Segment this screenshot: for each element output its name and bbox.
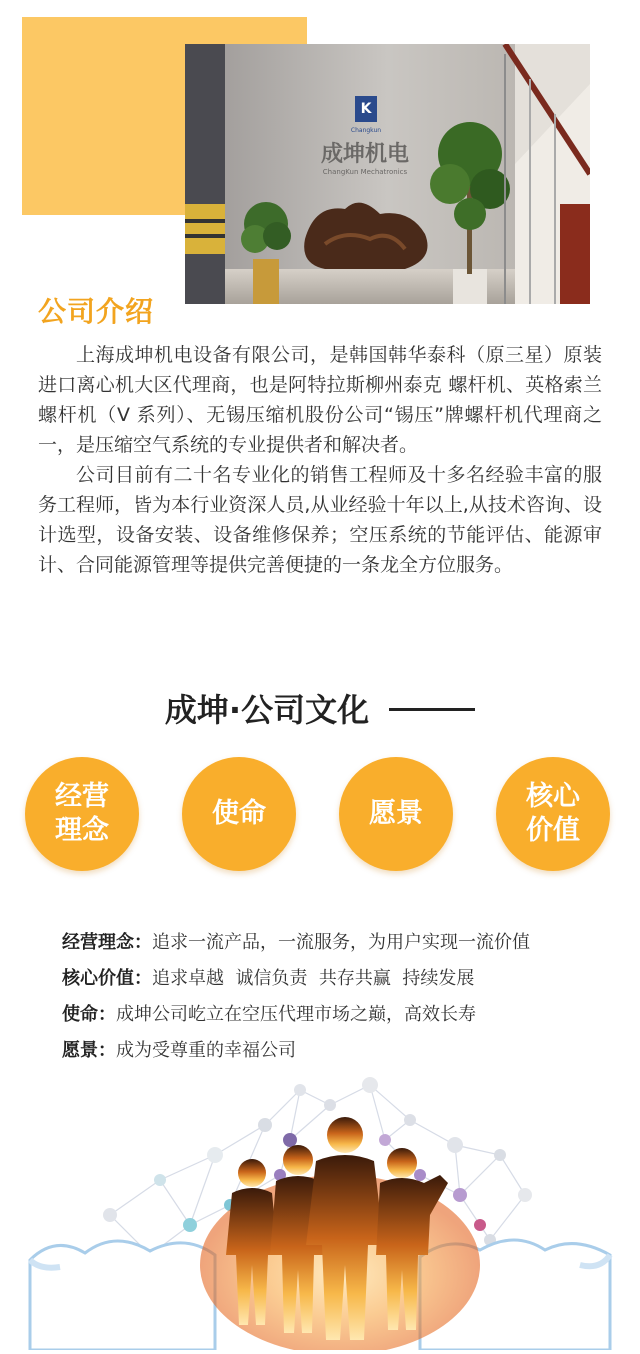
culture-circle-mission: 使命	[182, 757, 296, 871]
section-title-company-intro: 公司介绍	[38, 295, 155, 328]
business-team-illustration	[0, 1065, 640, 1350]
value-row: 核心价值：追求卓越 诚信负责 共存共赢 持续发展	[62, 968, 475, 989]
svg-text:ChangKun Mechatronics: ChangKun Mechatronics	[322, 168, 408, 176]
office-lobby-photo	[185, 44, 590, 304]
culture-circle-vision: 愿景	[339, 757, 453, 871]
svg-text:K: K	[360, 101, 372, 117]
company-intro-text	[38, 340, 602, 580]
culture-circle-core-values: 核心价值	[496, 757, 610, 871]
intro-paragraph: 公司目前有二十名专业化的销售工程师及十多名经验丰富的服务工程师，皆为本行业资深人员,从业经验十年以上,从技术咨询、设计选型，设备安装、设备维修保养；空压系统的节能评估、能源审计、合同能源管理等提供完善便捷的一条龙全方位服务。	[38, 464, 602, 576]
culture-title-text: 成坤·公司文化	[164, 691, 370, 729]
section-title-company-culture	[0, 685, 640, 731]
culture-circle-business-philosophy: 经营理念	[25, 757, 139, 871]
value-row: 愿景：成为受尊重的幸福公司	[62, 1040, 296, 1061]
svg-text:成坤机电: 成坤机电	[320, 141, 410, 167]
value-row: 经营理念：追求一流产品，一流服务，为用户实现一流价值	[62, 932, 530, 953]
culture-values-list	[62, 925, 530, 1069]
intro-paragraph: 上海成坤机电设备有限公司，是韩国韩华泰科（原三星）原装进口离心机大区代理商，也是阿特拉斯柳州泰克 螺杆机、英格索兰螺杆机（V 系列）、无锡压缩机股份公司“锡压”牌螺杆机代理商之一，是压缩空气系统的专业提供者和解决者。	[38, 344, 602, 456]
value-row: 使命：成坤公司屹立在空压代理市场之巅，高效长寿	[62, 1004, 476, 1025]
svg-text:Changkun: Changkun	[350, 127, 382, 134]
title-underline-divider	[389, 708, 475, 711]
